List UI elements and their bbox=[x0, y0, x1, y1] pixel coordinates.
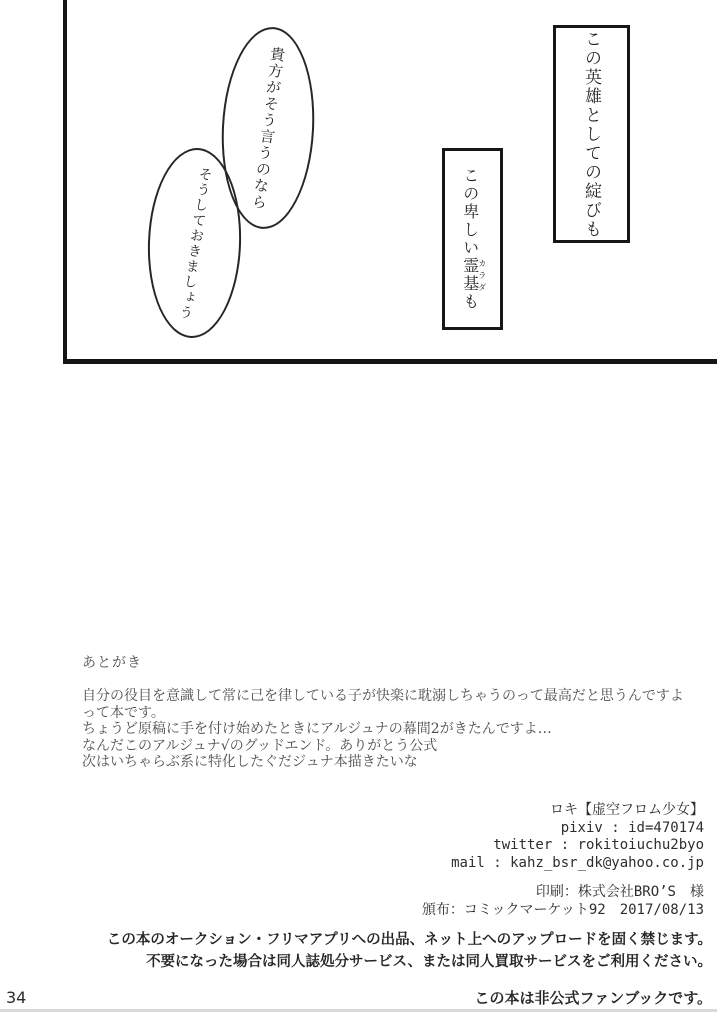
caption-body-after: も bbox=[460, 293, 480, 311]
notice-line-2: 不要になった場合は同人誌処分サービス、または同人買取サービスをご利用ください。 bbox=[146, 953, 712, 970]
print-info-block bbox=[422, 884, 704, 919]
caption-body-ruby-base: 霊基 bbox=[460, 257, 480, 293]
credit-circle-name: ロキ【虚空フロム少女】 bbox=[550, 802, 704, 818]
afterword-line-1: 自分の役目を意識して常に己を律している子が快楽に耽溺しちゃうのって最高だと思うんですよ bbox=[82, 688, 684, 704]
speech-bubble-1-text: 貴方がそう言うのなら bbox=[248, 44, 287, 211]
afterword-title: あとがき bbox=[82, 655, 142, 671]
notice-line-1: この本のオークション・フリマアプリへの出品、ネット上へのアップロードを固く禁じます。 bbox=[106, 932, 712, 948]
speech-bubble-2-text: そうしておきましょう bbox=[175, 165, 214, 321]
notice-block bbox=[107, 930, 712, 973]
afterword-line-4: なんだこのアルジュナ√のグッドエンド。ありがとう公式 bbox=[82, 737, 438, 754]
credit-printer: 印刷：株式会社BRO’S 様 bbox=[535, 884, 704, 900]
caption-text-hero: この英雄としての綻びも bbox=[581, 29, 601, 239]
caption-body-ruby bbox=[460, 257, 487, 293]
credit-twitter: twitter : rokitoiuchu2byo bbox=[493, 837, 704, 853]
credit-event: 頒布：コミックマーケット92 2017/08/13 bbox=[421, 901, 704, 918]
caption-body-before: この卑しい bbox=[460, 167, 480, 257]
caption-box-hero bbox=[553, 25, 630, 243]
credits-block bbox=[451, 802, 704, 872]
afterword-line-2: って本です。 bbox=[82, 704, 165, 721]
credit-pixiv: pixiv : id=470174 bbox=[560, 819, 704, 836]
caption-text-body bbox=[459, 167, 487, 311]
unofficial-disclaimer: この本は非公式ファンブックです。 bbox=[474, 989, 712, 1007]
afterword-line-5: 次はいちゃらぶ系に特化したぐだジュナ本描きたいな bbox=[82, 754, 418, 770]
page-number: 34 bbox=[6, 988, 27, 1007]
credit-mail: mail : kahz_bsr_dk@yahoo.co.jp bbox=[451, 854, 704, 871]
caption-body-furigana: カラダ bbox=[477, 257, 487, 293]
afterword-line-3: ちょうど原稿に手を付け始めたときにアルジュナの幕間2がきたんですよ… bbox=[82, 721, 552, 737]
caption-box-body bbox=[442, 148, 503, 330]
afterword-paragraph bbox=[82, 688, 684, 771]
